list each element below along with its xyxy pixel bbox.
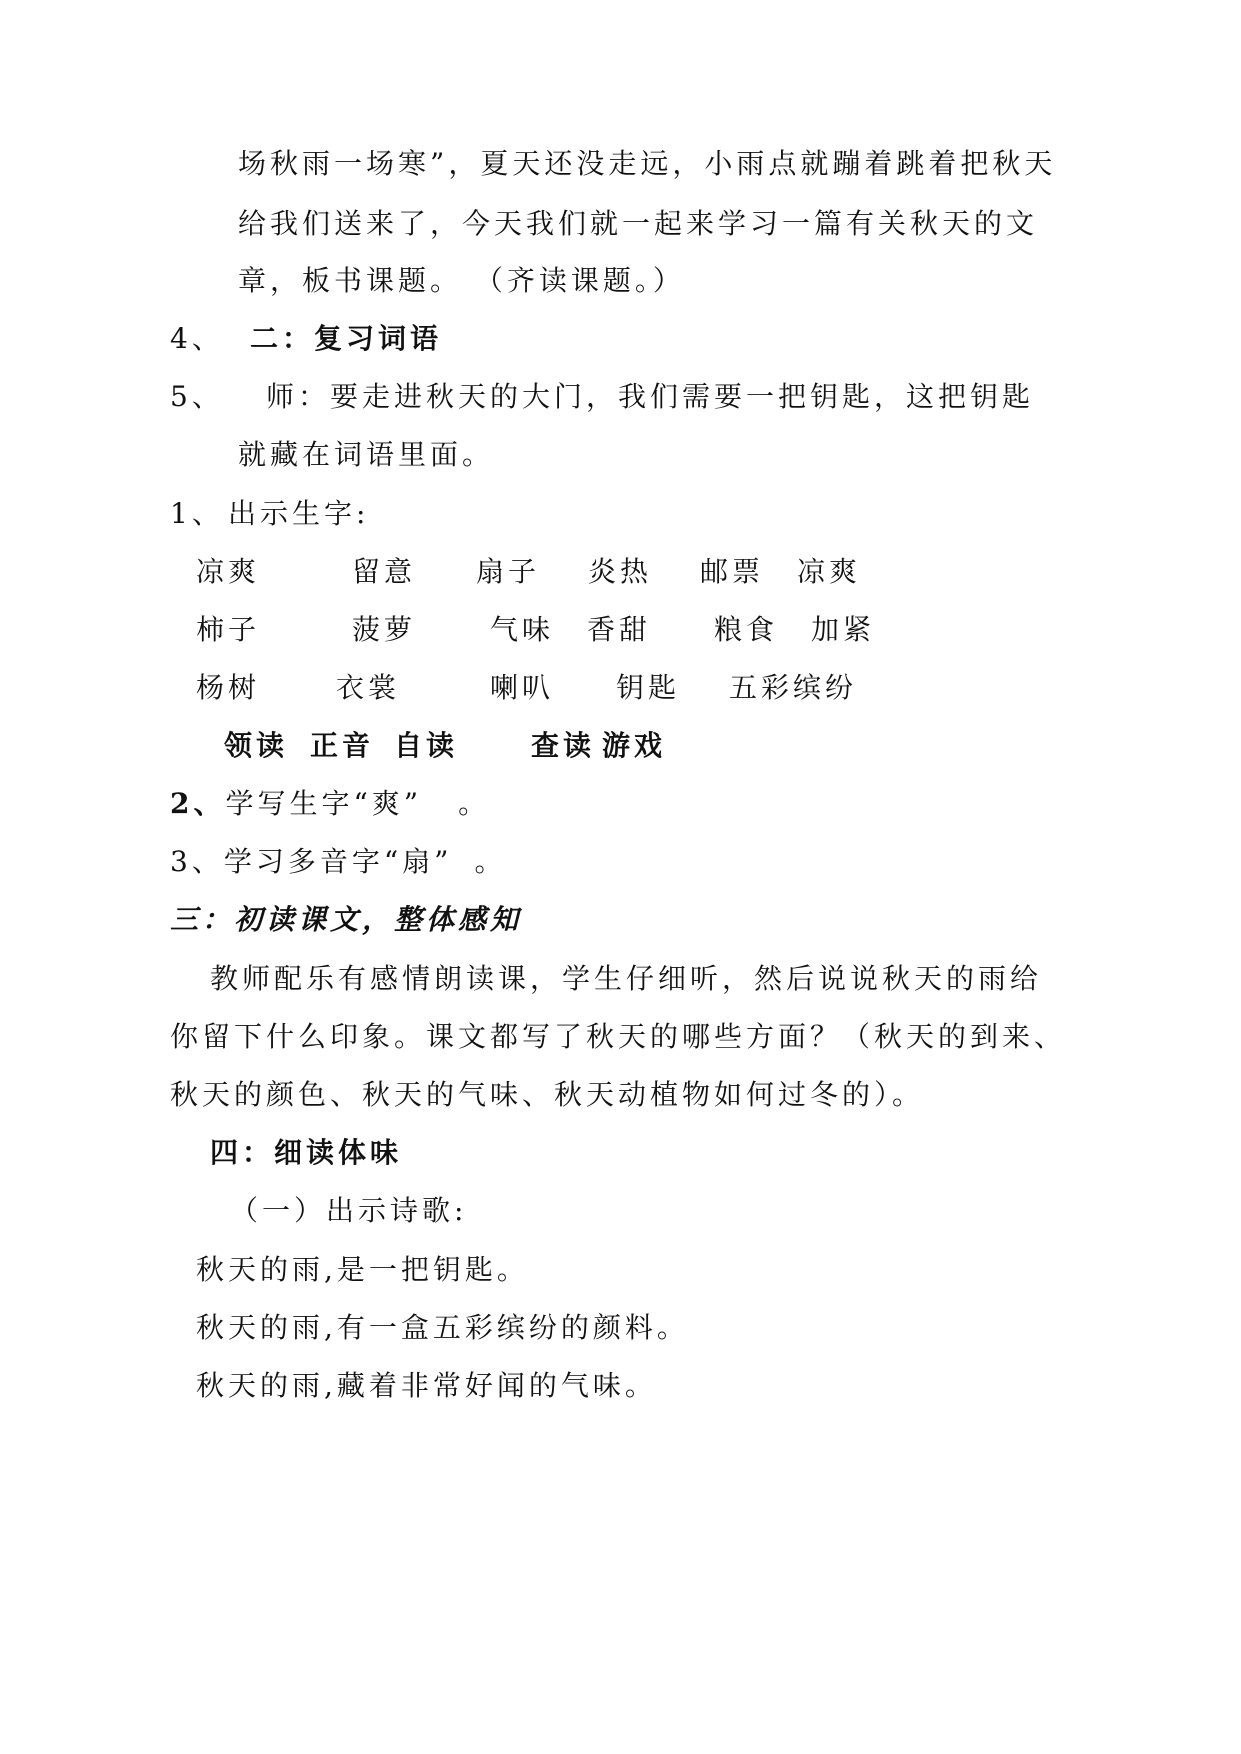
vocab-row-1 (0, 555, 1241, 589)
polyphone-item-end: 。 (474, 845, 507, 878)
poem-heading: （一）出示诗歌: (230, 1194, 468, 1227)
poem-line-3: 秋天的雨,藏着非常好闻的气味。 (196, 1369, 657, 1402)
method-self-read: 自读 (394, 729, 459, 762)
vocab-row-3 (0, 671, 1241, 705)
polyphone-item-text: 学习多音字“扇” (223, 845, 453, 878)
item-5-continuation: 就藏在词语里面。 (238, 438, 495, 471)
write-item-end: 。 (458, 787, 491, 820)
vocab-word: 扇子 (476, 555, 541, 588)
vocab-word: 杨树 (196, 671, 261, 704)
vocab-word: 凉爽 (797, 555, 862, 588)
vocab-word: 五彩缤纷 (729, 671, 858, 704)
vocab-row-2 (0, 613, 1241, 647)
poem-line-1: 秋天的雨,是一把钥匙。 (196, 1253, 529, 1286)
vocab-word: 留意 (352, 555, 417, 588)
para-line-1: 教师配乐有感情朗读课，学生仔细听，然后说说秋天的雨给 (210, 962, 1043, 995)
vocab-word: 香甜 (587, 613, 652, 646)
write-item-number: 2、 (170, 787, 226, 820)
para-line-3: 秋天的颜色、秋天的气味、秋天动植物如何过冬的）。 (170, 1078, 925, 1111)
vocab-word: 粮食 (714, 613, 779, 646)
method-game: 游戏 (602, 729, 667, 762)
intro-line-1: 场秋雨一场寒”，夏天还没走远，小雨点就蹦着跳着把秋天 (238, 147, 1057, 180)
vocab-word: 气味 (490, 613, 555, 646)
vocab-word: 邮票 (700, 555, 765, 588)
item-4-number: 4、 (170, 322, 224, 355)
item-1-text: 出示生字: (228, 497, 370, 530)
polyphone-item (170, 845, 506, 879)
vocab-word: 喇叭 (490, 671, 555, 704)
vocab-word: 菠萝 (352, 613, 417, 646)
section-4-heading: 四：细读体味 (210, 1136, 403, 1169)
polyphone-item-number: 3、 (170, 845, 224, 878)
section-3-heading: 三：初读课文，整体感知 (170, 903, 523, 936)
vocab-word: 柿子 (196, 613, 261, 646)
item-5-number: 5、 (170, 380, 224, 413)
vocab-word: 钥匙 (616, 671, 681, 704)
para-line-2: 你留下什么印象。课文都写了秋天的哪些方面？（秋天的到来、 (170, 1020, 1067, 1053)
write-item (170, 787, 490, 821)
item-5-text: 师：要走进秋天的大门，我们需要一把钥匙，这把钥匙 (266, 380, 1035, 413)
reading-methods (0, 729, 1241, 763)
vocab-word: 炎热 (588, 555, 653, 588)
vocab-word: 凉爽 (196, 555, 261, 588)
method-check-read: 查读 (531, 729, 596, 762)
method-lead-read: 领读 (224, 729, 289, 762)
write-item-text: 学写生字“爽” (225, 787, 423, 820)
vocab-word: 加紧 (811, 613, 876, 646)
poem-line-2: 秋天的雨,有一盒五彩缤纷的颜料。 (196, 1311, 689, 1344)
intro-line-3: 章，板书课题。 （齐读课题。） (238, 264, 685, 297)
method-correct-pronunciation: 正音 (310, 729, 375, 762)
item-1-number: 1、 (170, 497, 224, 530)
intro-line-2: 给我们送来了，今天我们就一起来学习一篇有关秋天的文 (238, 207, 1039, 240)
section-2-heading: 二：复习词语 (250, 322, 443, 355)
vocab-word: 衣裳 (336, 671, 401, 704)
